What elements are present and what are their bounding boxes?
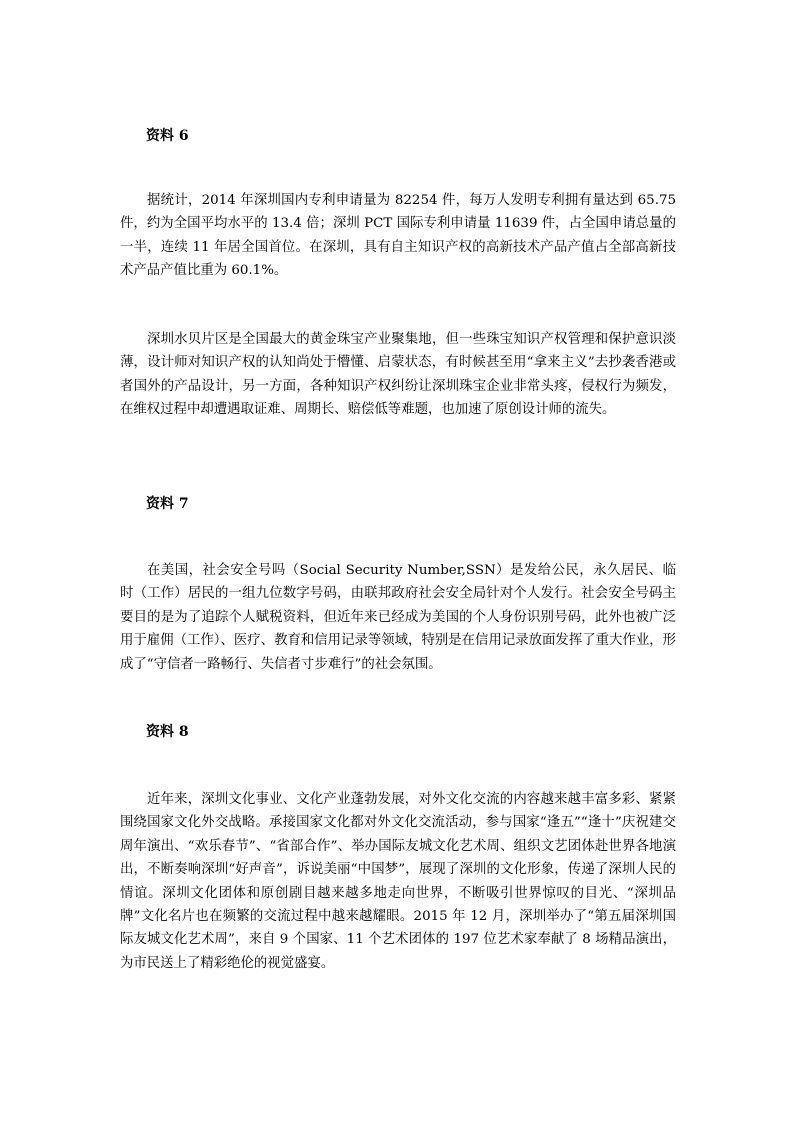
section-heading: 资料 7 [146, 496, 189, 512]
paragraph: 深圳水贝片区是全国最大的黄金珠宝产业聚集地，但一些珠宝知识产权管理和保护意识淡薄，设计师对知识产权的认知尚处于懵懂、启蒙状态，有时候甚至用“拿来主义”去抄袭香港或者国外的产品设计，另一方面，各种知识产权纠纷让深圳珠宝企业非常头疼，侵权行为频发，在维权过程中却遭遇取证难、周期长、赔偿低等难题，也加速了原创设计师的流失。 [120, 332, 676, 418]
paragraph: 在美国，社会安全号吗（Social Security Number,SSN）是发给公民，永久居民、临时（工作）居民的一组九位数字号码，由联邦政府社会安全局针对个人发行。社会安全号码主要目的是为了追踪个人赋税资料，但近年来已经成为美国的个人身份识别号码，此外也被广泛用于雇佣（工作）、医疗、教育和信用记录等领域，特别是在信用记录放面发挥了重大作业，形成了“守信者一路畅行、失信者寸步难行”的社会氛围。 [120, 563, 676, 672]
section-heading: 资料 6 [146, 128, 189, 144]
paragraph: 近年来，深圳文化事业、文化产业蓬勃发展，对外文化交流的内容越来越丰富多彩、紧紧围绕国家文化外交战略。承接国家文化都对外文化交流活动，参与国家“逢五”“逢十”庆祝建交周年演出、“欢乐春节”、“省部合作”、举办国际友城文化艺术周、组织文艺团体赴世界各地演出，不断奏响深圳“好声音”，诉说美丽“中国梦”，展现了深圳的文化形象，传递了深圳人民的情谊。深圳文化团体和原创剧目越来越多地走向世界，不断吸引世界惊叹的目光、“深圳品牌”文化名片也在频繁的交流过程中越来越耀眼。2015 年 12 月，深圳举办了“第五届深圳国际友城文化艺术周”，来自 9 个国家、11 个艺术团体的 197 位艺术家奉献了 8 场精品演出，为市民送上了精彩绝伦的视觉盛宴。 [120, 792, 676, 971]
paragraph: 据统计，2014 年深圳国内专利申请量为 82254 件，每万人发明专利拥有量达到 65.75 件，约为全国平均水平的 13.4 倍；深圳 PCT 国际专利申请量 11639 件，占全国申请总量的一半，连续 11 年居全国首位。在深圳，具有自主知识产权的高新技术产品产值占全部高新技术产品产值比重为 60.1%。 [120, 193, 676, 279]
section-heading: 资料 8 [146, 724, 189, 740]
